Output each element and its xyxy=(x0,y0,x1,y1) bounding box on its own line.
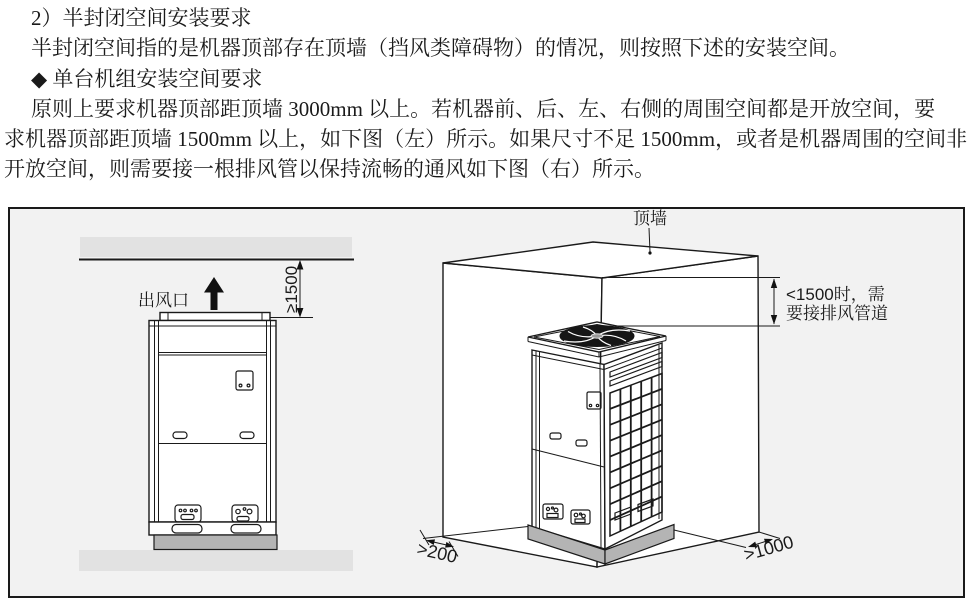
top-clearance-label: ≥1500 xyxy=(282,265,301,313)
unit-front-face xyxy=(532,350,605,549)
outdoor-unit-front-view xyxy=(149,313,277,550)
top-wall-label: 顶墙 xyxy=(633,209,667,228)
side-clearance-label: >200 xyxy=(415,538,460,568)
up-arrow-icon xyxy=(204,277,224,310)
duct-note-line1: <1500时，需 xyxy=(786,285,885,304)
air-outlet-label: 出风口 xyxy=(138,291,189,310)
duct-note-line2: 要接排风管道 xyxy=(786,304,888,323)
paragraph-line: 半封闭空间指的是机器顶部存在顶墙（挡风类障碍物）的情况，则按照下述的安装空间。 xyxy=(31,36,850,61)
paragraph-line: 求机器顶部距顶墙 1500mm 以上，如下图（左）所示。如果尺寸不足 1500mm，或者是机器周围的空间非 xyxy=(4,127,968,152)
paragraph-line: 原则上要求机器顶部距顶墙 3000mm 以上。若机器前、后、左、右侧的周围空间都是开放空间，要 xyxy=(31,96,936,121)
installation-diagram xyxy=(10,209,963,596)
unit-base xyxy=(154,535,277,550)
fan-icon xyxy=(560,326,634,347)
bullet-heading: ◆ 单台机组安装空间要求 xyxy=(31,66,263,91)
unit-top-cap xyxy=(160,313,270,321)
ceiling-slab xyxy=(80,237,352,257)
top-clearance-dimension xyxy=(264,260,313,318)
installation-figure xyxy=(8,207,965,598)
body-text xyxy=(0,0,975,185)
floor-slab xyxy=(79,550,353,571)
paragraph-line: 开放空间，则需要接一根排风管以保持流畅的通风如下图（右）所示。 xyxy=(4,157,655,182)
right-diagram xyxy=(415,209,888,567)
front-clearance-label: >1000 xyxy=(741,531,796,565)
unit-body xyxy=(149,321,276,523)
section-heading: 2）半封闭空间安装要求 xyxy=(31,6,252,30)
left-diagram xyxy=(79,237,353,571)
